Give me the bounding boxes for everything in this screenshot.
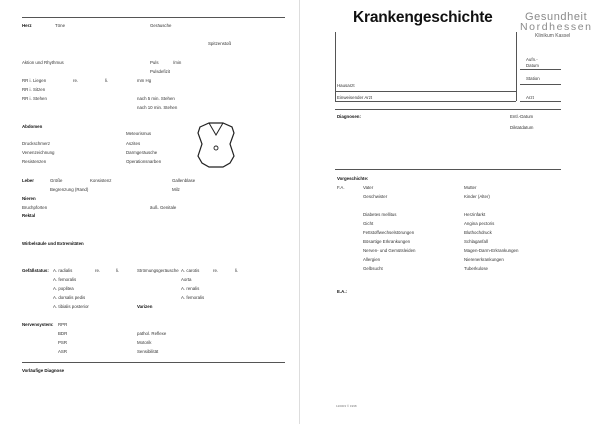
label-groesse: Größe — [50, 178, 63, 183]
diagnose-rule — [22, 362, 285, 363]
label-druckschmerz: Druckschmerz — [22, 141, 51, 146]
page-title: Krankengeschichte — [353, 9, 493, 26]
label-konsistenz: Konsistenz — [90, 178, 112, 183]
label-aszites: Aszites — [126, 141, 141, 146]
label-rr-liegen: RR i. Liegen — [22, 78, 47, 83]
label-stroemung: Strömungsgeräusche — [137, 268, 179, 273]
label-asr: ASR — [58, 349, 68, 354]
label-a-renalis: A. renalis — [181, 286, 200, 291]
logo-gesundheit: Gesundheit — [525, 11, 588, 23]
label-puls: Puls — [150, 60, 159, 65]
label-re: re. — [73, 78, 79, 83]
label-nach10: nach 10 min. Stehen — [137, 105, 178, 110]
label-nierenerkrankungen: Nierenerkrankungen — [464, 257, 504, 262]
label-aufn: Aufn.- — [526, 57, 538, 62]
label-aeuss-genitale: äuß. Genitale — [150, 205, 177, 210]
label-spitzenstoss: Spitzenstoß — [208, 41, 232, 46]
label-rpr: RPR — [58, 322, 68, 327]
label-station: Station — [526, 76, 540, 81]
label-hausarzt: Hausarzt — [337, 83, 355, 88]
label-darmgeraeusche: Darmgeräusche — [126, 150, 158, 155]
label-a-poplitea: A. poplitea — [53, 286, 74, 291]
logo-klinikum: Klinikum Kassel — [535, 33, 571, 39]
label-schlaganfall: Schlaganfall — [464, 239, 488, 244]
vorgeschichte-top-rule — [335, 169, 561, 170]
label-kinder: Kinder (Alter) — [464, 194, 490, 199]
label-magen: Magen-Darm-Erkrankungen — [464, 248, 519, 253]
label-herzinfarkt: Herzinfarkt — [464, 212, 486, 217]
section-nervensystem: Nervensystem: — [22, 322, 54, 327]
section-leber: Leber — [22, 178, 34, 183]
label-fettstoff: Fettstoffwechselstörungen — [363, 230, 415, 235]
top-rule — [22, 17, 285, 18]
section-abdomen: Abdomen — [22, 124, 43, 129]
section-gefaessstatus: Gefäßstatus: — [22, 268, 49, 273]
label-arzt: Arzt — [526, 95, 534, 100]
label-nach5: nach 5 min. Stehen — [137, 96, 175, 101]
label-re-3: re. — [213, 268, 219, 273]
label-re-2: re. — [95, 268, 101, 273]
label-pulsdefizit: Pulsdefizit — [150, 69, 171, 74]
label-li: li. — [105, 78, 109, 83]
label-vater: Vater — [363, 185, 374, 190]
section-vorgeschichte: Vorgeschichte: — [337, 176, 369, 181]
label-venenzeichnung: Venenzeichnung — [22, 150, 55, 155]
label-gicht: Gicht — [363, 221, 374, 226]
aufn-datum-rule — [520, 69, 561, 70]
abdomen-diagram — [192, 120, 240, 170]
station-rule — [520, 84, 561, 85]
section-wirbelsaeule: Wirbelsäule und Extremitäten — [22, 241, 84, 246]
label-geschwister: Geschwister — [363, 194, 388, 199]
label-a-carotis: A. carotis — [181, 268, 200, 273]
label-allergien: Allergien — [363, 257, 381, 262]
label-begrenzung: Begrenzung (Rand) — [50, 187, 89, 192]
section-ea: E.A.: — [337, 289, 348, 294]
label-a-femoralis-2: A. femoralis — [181, 295, 205, 300]
diagnosen-top-rule — [335, 109, 561, 110]
label-mutter: Mutter — [464, 185, 477, 190]
label-a-tibialis: A. tibialis posterior — [53, 304, 89, 309]
section-varizen: Varizen — [137, 304, 153, 309]
label-psr: PSR — [58, 340, 68, 345]
label-rr-sitzen: RR i. Sitzen — [22, 87, 46, 92]
section-rektal: Rektal — [22, 213, 36, 218]
section-vorlaeufige-diagnose: Vorläufige Diagnose — [22, 368, 65, 373]
label-a-radialis: A. radialis — [53, 268, 73, 273]
label-gallenblase: Gallenblase — [172, 178, 196, 183]
label-diabetes: Diabetes mellitus — [363, 212, 397, 217]
label-operationsnarben: Operationsnarben — [126, 159, 162, 164]
label-li-2: li. — [116, 268, 120, 273]
label-geraeusche: Geräusche — [150, 23, 172, 28]
label-resistenzen: Resistenzen — [22, 159, 47, 164]
footer-code: 120003 © 1998 — [336, 404, 357, 408]
section-herz: Herz — [22, 23, 32, 28]
label-aktion-rhythmus: Aktion und Rhythmus — [22, 60, 64, 65]
section-nieren: Nieren — [22, 196, 36, 201]
logo-nordhessen: Nordhessen — [520, 21, 593, 33]
label-toene: Töne — [55, 23, 66, 28]
arzt-rule — [520, 101, 561, 102]
patient-box-right — [516, 32, 517, 101]
label-pathol-reflexe: pathol. Reflexe — [137, 331, 167, 336]
label-einweisender-arzt: Einweisender Arzt — [337, 95, 373, 100]
label-bdr: BDR — [58, 331, 68, 336]
label-milz: Milz — [172, 187, 180, 192]
label-pro-min: /min — [173, 60, 182, 65]
label-nerven: Nerven- und Gemütsleiden — [363, 248, 416, 253]
label-entl-datum: Entl.-Datum — [510, 114, 534, 119]
label-a-femoralis: A. femoralis — [53, 277, 77, 282]
label-tuberkulose: Tuberkulose — [464, 266, 488, 271]
label-sensibilitaet: Sensibilität — [137, 349, 159, 354]
label-boesartige: Bösartige Erkrankungen — [363, 239, 411, 244]
label-motorik: Motorik — [137, 340, 152, 345]
label-aorta: Aorta — [181, 277, 192, 282]
label-angina: Angina pectoris — [464, 221, 495, 226]
label-bruchpforten: Bruchpforten — [22, 205, 48, 210]
label-fa: F.A. — [337, 185, 345, 190]
section-diagnosen: Diagnosen: — [337, 114, 361, 119]
label-a-dorsalis: A. dorsalis pedis — [53, 295, 86, 300]
label-meteorismus: Meteorismus — [126, 131, 152, 136]
label-li-3: li. — [235, 268, 239, 273]
label-aufn-datum: Datum — [526, 63, 539, 68]
label-bluthochdruck: Bluthochdruck — [464, 230, 492, 235]
label-gelbsucht: Gelbsucht — [363, 266, 383, 271]
patient-box-bottom — [335, 101, 516, 102]
label-diktatdatum: Diktatdatum — [510, 125, 534, 130]
hausarzt-rule — [335, 91, 516, 92]
label-mmhg: mm Hg — [137, 78, 152, 83]
page-divider — [299, 0, 300, 424]
label-rr-stehen: RR i. Stehen — [22, 96, 47, 101]
